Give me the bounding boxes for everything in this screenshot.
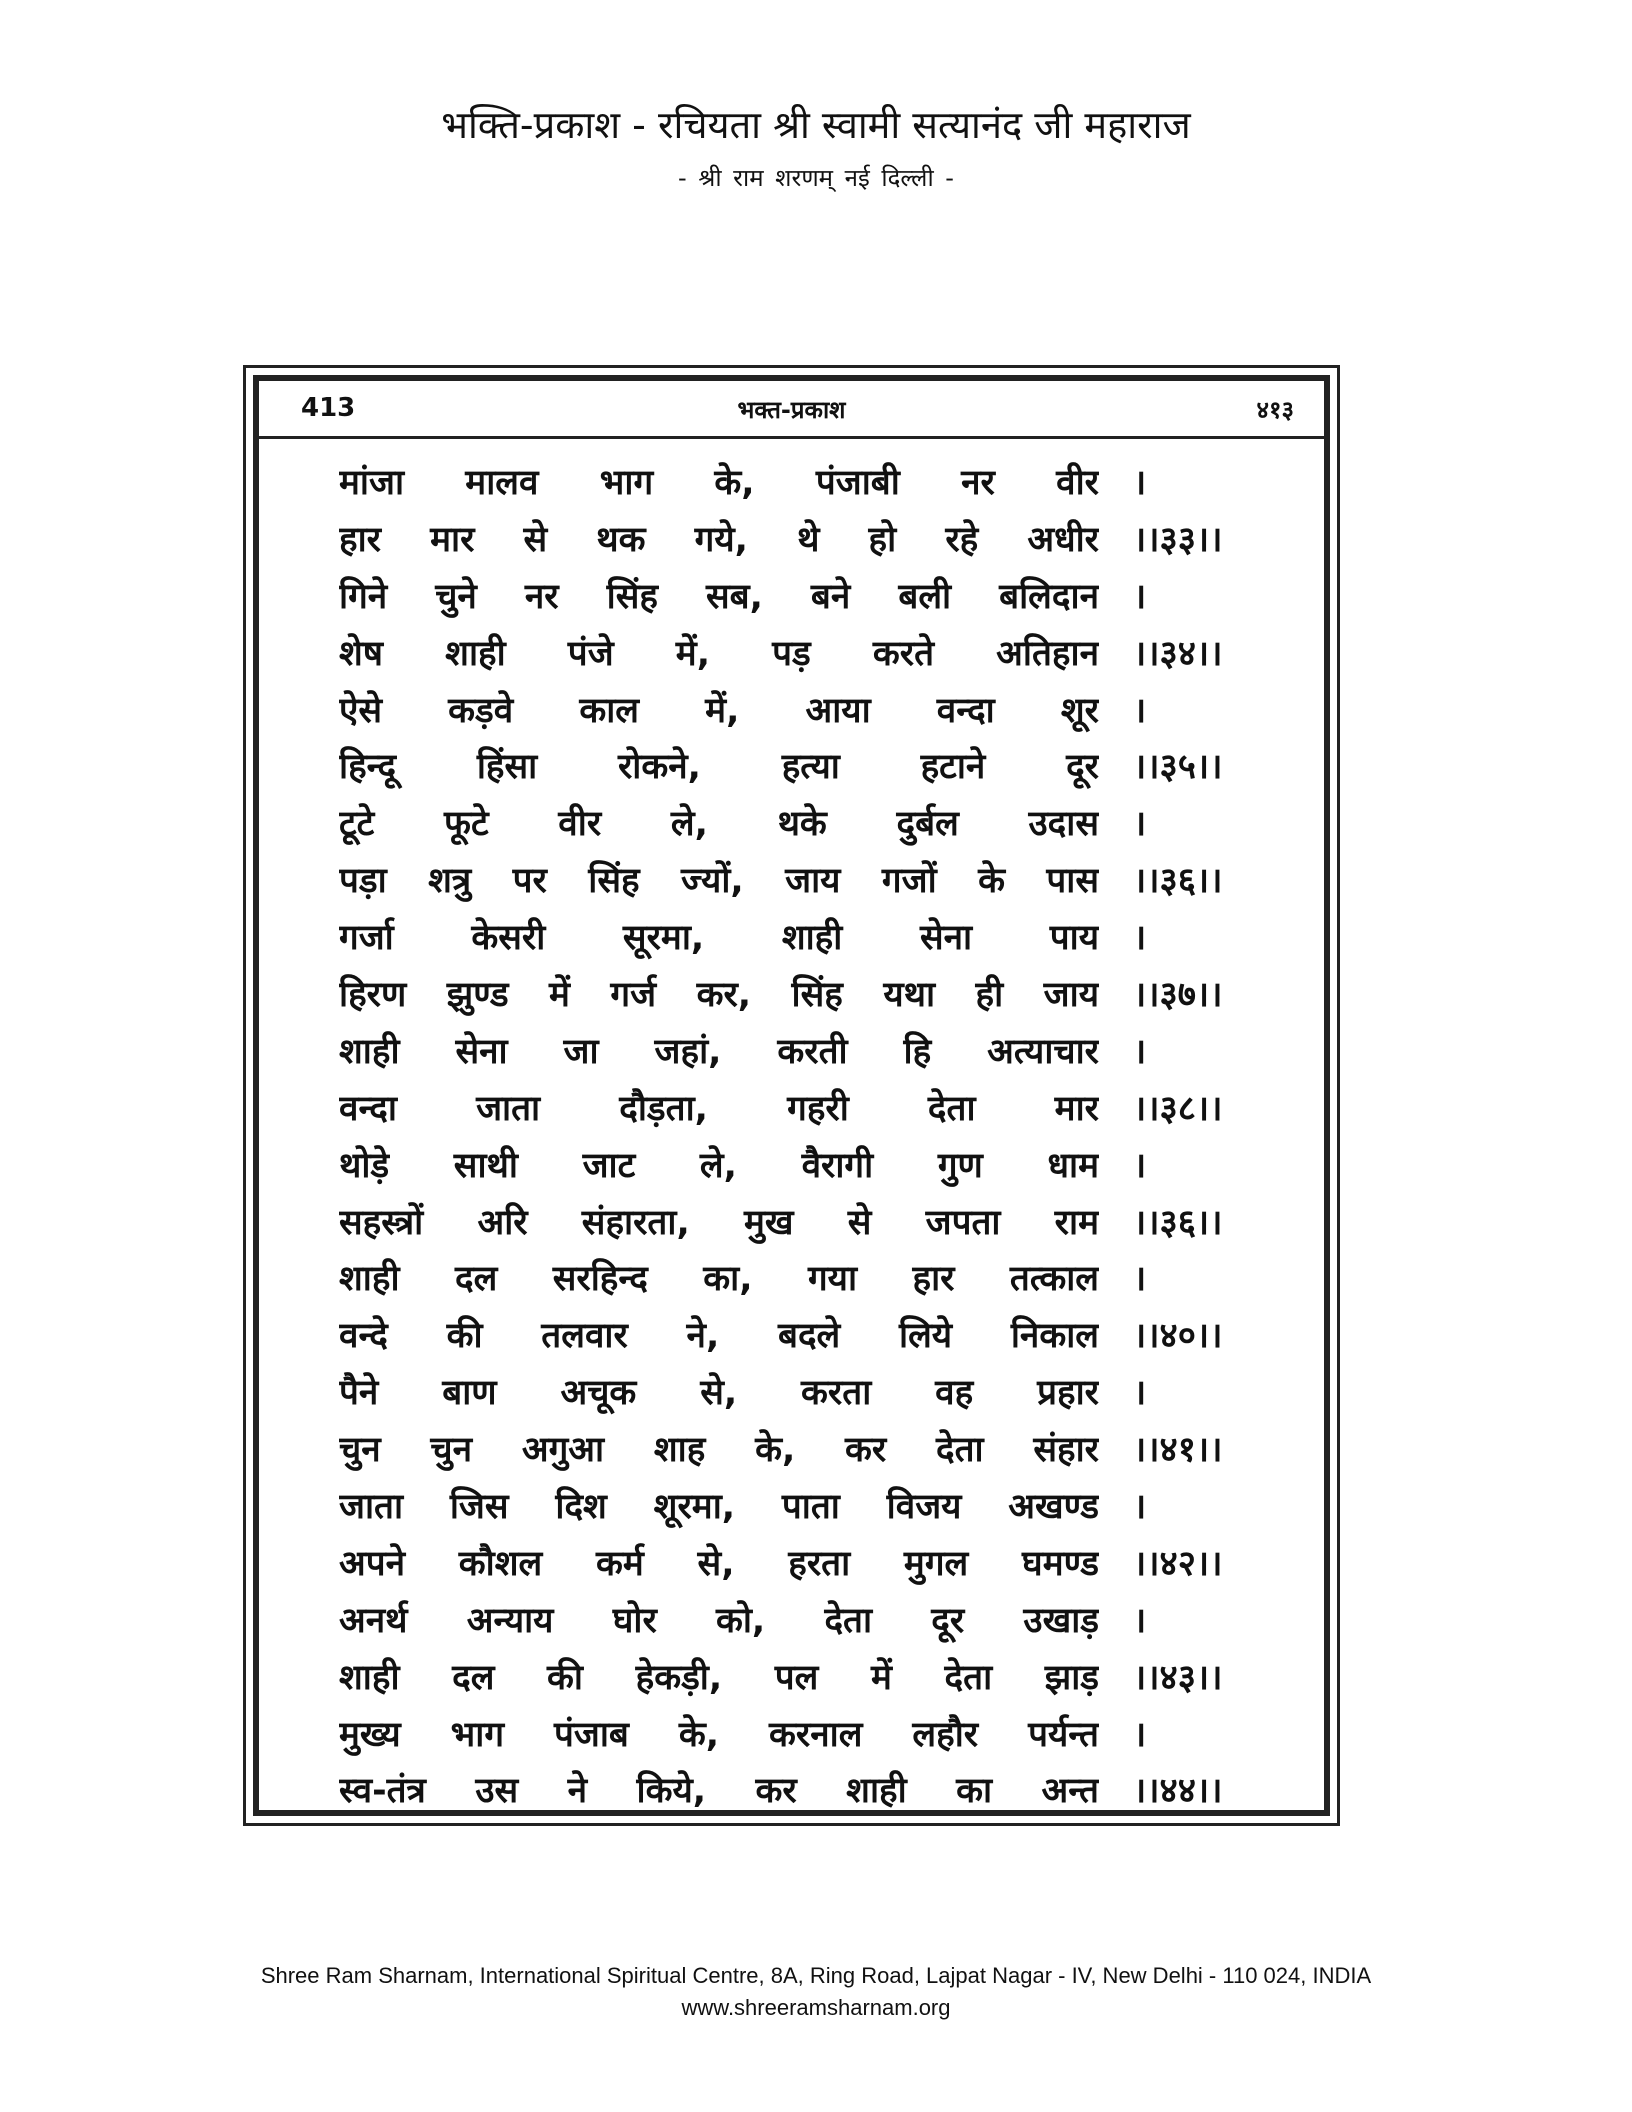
book-page-frame [243,365,1340,1826]
verse-text: शाही सेना जा जहां, करती हि अत्याचार [339,1031,1099,1072]
verse-number-mark: ।।४३।। [1133,1657,1223,1698]
verse-text: अनर्थ अन्याय घोर को, देता दूर उखाड़ [339,1600,1099,1641]
verse-number-mark: । [1133,1714,1147,1755]
page-footer [0,1960,1632,2024]
verse-number-mark: ।।४२।। [1133,1543,1223,1584]
verse-text: शाही दल की हेकड़ी, पल में देता झाड़ [339,1657,1099,1698]
verse-line [339,1079,1269,1136]
verse-line [339,1306,1269,1363]
verse-text: स्व-तंत्र उस ने किये, कर शाही का अन्त [339,1771,1099,1812]
verse-list [339,453,1269,1818]
page-header [0,100,1632,198]
verse-number-mark: ।।४४।। [1133,1771,1223,1812]
verse-text: थोड़े साथी जाट ले, वैरागी गुण धाम [339,1145,1099,1186]
verse-text: हिरण झुण्ड में गर्ज कर, सिंह यथा ही जाय [339,974,1099,1015]
running-head [259,381,1324,439]
verse-line [339,1136,1269,1193]
verse-text: वन्दा जाता दौड़ता, गहरी देता मार [339,1088,1099,1129]
verse-line [339,1705,1269,1762]
verse-text: अपने कौशल कर्म से, हरता मुगल घमण्ड [339,1543,1099,1584]
book-page-inner-frame [253,375,1330,1816]
verse-text: पड़ा शत्रु पर सिंह ज्यों, जाय गजों के पास [339,861,1099,902]
verse-text: शेष शाही पंजे में, पड़ करते अतिहान [339,633,1099,674]
verse-line [339,1534,1269,1591]
verse-line [339,624,1269,681]
verse-text: मांजा मालव भाग के, पंजाबी नर वीर [339,462,1099,503]
verse-number-mark: । [1133,1259,1147,1300]
verse-number-mark: ।।३३।। [1133,519,1223,560]
verse-line [339,681,1269,738]
verse-number-mark: । [1133,1031,1147,1072]
verse-number-mark: ।।४०।। [1133,1316,1223,1357]
book-title: भक्त-प्रकाश [737,396,846,424]
verse-line [339,1193,1269,1250]
verse-text: वन्दे की तलवार ने, बदले लिये निकाल [339,1316,1099,1357]
verse-text: हार मार से थक गये, थे हो रहे अधीर [339,519,1099,560]
verse-text: हिन्दू हिंसा रोकने, हत्या हटाने दूर [339,747,1099,788]
verse-number-mark: । [1133,690,1147,731]
verse-line [339,567,1269,624]
verse-number-mark: ।।४१।। [1133,1430,1223,1471]
verse-line [339,1022,1269,1079]
verse-text: ऐसे कड़वे काल में, आया वन्दा शूर [339,690,1099,731]
verse-number-mark: ।।३७।। [1133,974,1223,1015]
verse-number-mark: ।।३८।। [1133,1088,1223,1129]
verse-text: गर्जा केसरी सूरमा, शाही सेना पाय [339,918,1099,959]
header-title: भक्ति-प्रकाश - रचियता श्री स्वामी सत्यानंद जी महाराज [441,103,1191,147]
verse-line [339,737,1269,794]
verse-text: मुख्य भाग पंजाब के, करनाल लहौर पर्यन्त [339,1714,1099,1755]
verse-line [339,908,1269,965]
verse-number-mark: ।।३४।। [1133,633,1223,674]
verse-line [339,1648,1269,1705]
verse-number-mark: । [1133,462,1147,503]
verse-line [339,510,1269,567]
verse-line [339,794,1269,851]
verse-line [339,1477,1269,1534]
verse-number-mark: ।।३६।। [1133,861,1223,902]
verse-text: शाही दल सरहिन्द का, गया हार तत्काल [339,1259,1099,1300]
verse-line [339,1249,1269,1306]
footer-address: Shree Ram Sharnam, International Spiritual Centre, 8A, Ring Road, Lajpat Nagar - IV, New Delhi - 110 024, INDIA [260,1963,1372,1988]
verse-number-mark: । [1133,1486,1147,1527]
verse-line [339,1420,1269,1477]
verse-number-mark: ।।३६।। [1133,1202,1223,1243]
verse-number-mark: । [1133,1373,1147,1414]
verse-number-mark: । [1133,1145,1147,1186]
verse-text: सहस्त्रों अरि संहारता, मुख से जपता राम [339,1202,1099,1243]
verse-text: गिने चुने नर सिंह सब, बने बली बलिदान [339,576,1099,617]
verse-text: जाता जिस दिश शूरमा, पाता विजय अखण्ड [339,1486,1099,1527]
footer-website: www.shreeramsharnam.org [681,1995,951,2020]
header-subtitle: - श्री राम शरणम् नई दिल्ली - [678,164,954,192]
verse-line [339,965,1269,1022]
verse-text: पैने बाण अचूक से, करता वह प्रहार [339,1373,1099,1414]
verse-text: टूटे फूटे वीर ले, थके दुर्बल उदास [339,804,1099,845]
verse-text: चुन चुन अगुआ शाह के, कर देता संहार [339,1430,1099,1471]
verse-line [339,851,1269,908]
verse-number-mark: । [1133,1600,1147,1641]
verse-line [339,1591,1269,1648]
verse-line [339,1363,1269,1420]
verse-line [339,1761,1269,1818]
verse-number-mark: । [1133,804,1147,845]
page-number-arabic: 413 [301,393,356,423]
verse-line [339,453,1269,510]
verse-number-mark: । [1133,918,1147,959]
verse-number-mark: । [1133,576,1147,617]
page-number-devanagari: ४१३ [1256,396,1294,424]
verse-number-mark: ।।३५।। [1133,747,1223,788]
